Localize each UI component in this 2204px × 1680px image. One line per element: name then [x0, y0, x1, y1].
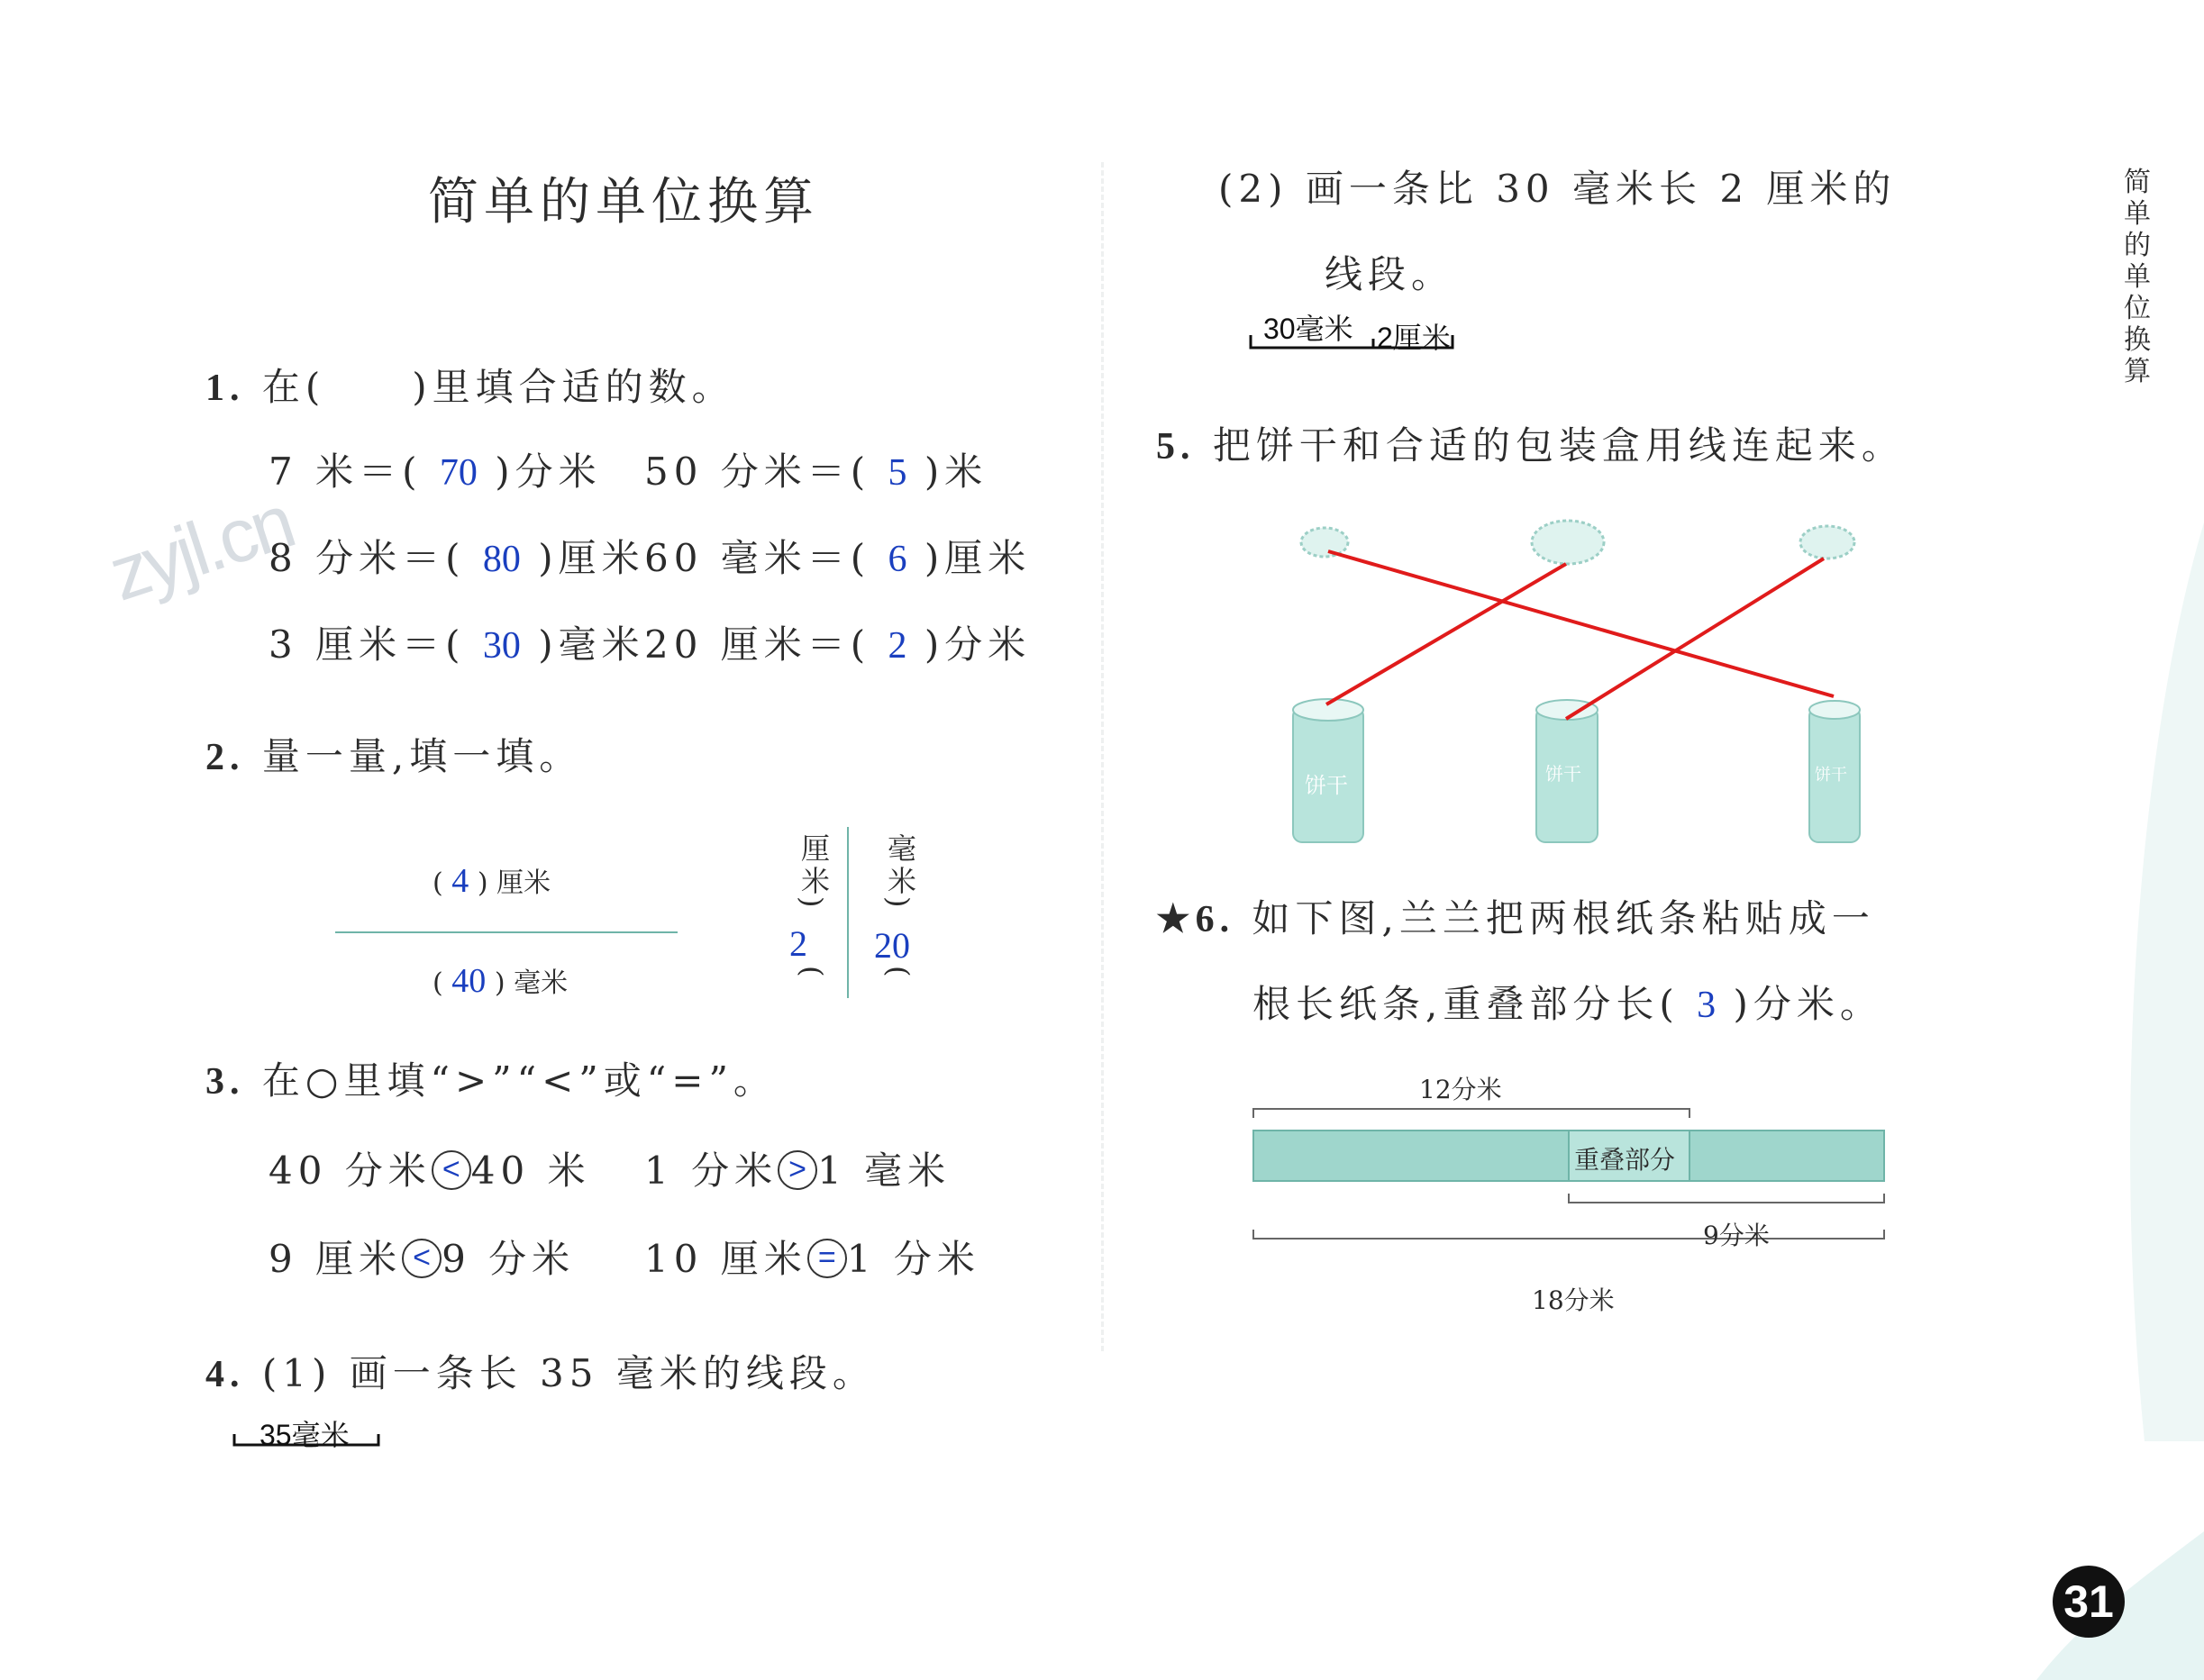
small-biscuit-icon — [1301, 528, 1348, 557]
q3-i1-sign[interactable]: < — [432, 1150, 471, 1190]
q5-number: 5. — [1156, 426, 1196, 468]
q6-number: ★6. — [1156, 899, 1235, 940]
q4-part1-segment — [232, 1430, 386, 1448]
q2-vertical-paren-open-mm: ( — [881, 966, 915, 981]
q2-bottom-paren-open: ( — [433, 967, 443, 999]
q2-number: 2. — [205, 737, 245, 778]
q1-r3-right-answer[interactable]: 2 — [888, 625, 907, 667]
q1-r2-left-answer[interactable]: 80 — [482, 539, 521, 580]
narrow-can-icon — [1809, 701, 1860, 842]
q2-vertical-answer-mm[interactable]: 20 — [874, 925, 910, 966]
q4-part2-label-a: 30毫米 — [1263, 313, 1353, 345]
q1-row-3 — [269, 618, 645, 673]
medium-can-label: 饼干 — [1545, 763, 1581, 785]
q1-prompt-text: 在( )里填合适的数。 — [261, 365, 735, 409]
q3-i2-right: 1 毫米 — [817, 1149, 952, 1193]
watermark-logo: zyjl.cn — [99, 478, 302, 617]
q3-prompt — [205, 1054, 777, 1109]
q1-row-1 — [269, 445, 602, 500]
q2-prompt — [205, 730, 582, 785]
q6-line1-text: 如下图,兰兰把两根纸条粘贴成一 — [1252, 896, 1875, 940]
wide-can-icon — [1293, 699, 1363, 842]
q4-part2-line2: 线段。 — [1325, 252, 1455, 296]
q1-r1-right-unit: )米 — [924, 450, 988, 494]
q2-vertical-segment — [847, 827, 849, 998]
q1-row-1-right — [644, 445, 988, 500]
connect-line-medium — [1566, 558, 1824, 719]
q4-part1-segment-label: 35毫米 — [260, 1419, 350, 1451]
q2-vertical-paren-cm: ) — [795, 896, 829, 912]
q2-vertical-paren-mm: ) — [881, 896, 915, 912]
q3-i3-right: 9 分米 — [442, 1237, 576, 1281]
q2-prompt-text: 量一量,填一填。 — [261, 734, 583, 778]
q2-top-unit: 厘米 — [496, 867, 551, 899]
q1-r2-left-unit: )厘米 — [538, 536, 645, 580]
q6-label-total: 18分米 — [1532, 1285, 1615, 1315]
q2-horizontal-segment — [335, 931, 678, 933]
q1-r3-right-unit: )分米 — [924, 622, 1032, 667]
q4-number: 4. — [205, 1354, 245, 1395]
q2-vertical-unit-cm: 厘米 — [797, 833, 831, 898]
large-biscuit-icon — [1532, 521, 1604, 564]
q4-part2-segment — [1247, 331, 1463, 353]
q2-vertical-paren-open-cm: ( — [795, 966, 829, 981]
q3-prompt-text: 在○里填“>”“<”或“=”。 — [261, 1058, 777, 1103]
q1-r1-left-unit: )分米 — [495, 450, 602, 494]
medium-can-icon — [1536, 700, 1598, 842]
q3-i1-left: 40 分米 — [269, 1149, 432, 1193]
q6-line2-text: 根长纸条,重叠部分长( — [1252, 982, 1680, 1026]
q3-number: 3. — [205, 1061, 245, 1103]
q2-bottom-measure — [433, 960, 568, 1001]
q1-r3-left-text: 3 厘米＝( — [269, 622, 466, 667]
q1-r1-left-text: 7 米＝( — [269, 450, 423, 494]
q1-r3-left-answer[interactable]: 30 — [482, 625, 521, 667]
q4-part2-label-b: 2厘米 — [1377, 322, 1451, 354]
q4-part2-line1: (2) 画一条比 30 毫米长 2 厘米的 — [1218, 167, 1897, 211]
q5-matching-figure — [1252, 504, 1883, 865]
q4-part1 — [205, 1347, 876, 1402]
q6-strip-figure — [1248, 1103, 1897, 1257]
q2-top-answer[interactable]: 4 — [451, 862, 469, 900]
q6-label-right: 9分米 — [1703, 1221, 1770, 1250]
q1-r1-left-answer[interactable]: 70 — [439, 452, 478, 494]
q6-line2-unit: )分米。 — [1733, 982, 1883, 1026]
q1-r2-right-text: 60 毫米＝( — [644, 536, 871, 580]
q2-top-measure — [433, 860, 551, 901]
q3-i1-right: 40 米 — [470, 1149, 591, 1193]
q5-prompt-text: 把饼干和合适的包装盒用线连起来。 — [1212, 423, 1905, 468]
q4-part1-text: (1) 画一条长 35 毫米的线段。 — [261, 1351, 876, 1395]
q2-bottom-paren-close: ) — [494, 967, 505, 999]
q1-prompt — [205, 360, 735, 415]
q6-label-overlap: 重叠部分 — [1574, 1145, 1676, 1175]
q3-i4-right: 1 分米 — [846, 1237, 980, 1281]
page-number-badge: 31 — [2053, 1566, 2125, 1638]
q3-item-3 — [269, 1232, 575, 1286]
q1-r1-right-text: 50 分米＝( — [644, 450, 871, 494]
q3-item-4 — [644, 1232, 980, 1286]
q3-item-1 — [269, 1144, 591, 1198]
q5-prompt — [1156, 419, 1905, 474]
q3-i2-left: 1 分米 — [644, 1149, 779, 1193]
q1-r2-left-text: 8 分米＝( — [269, 536, 466, 580]
medium-biscuit-icon — [1800, 526, 1854, 558]
q2-bottom-unit: 毫米 — [514, 967, 569, 999]
q2-vertical-unit-mm: 毫米 — [883, 833, 917, 898]
q3-i4-sign[interactable]: = — [807, 1239, 847, 1278]
q1-number: 1. — [205, 368, 245, 409]
q1-row-2 — [269, 531, 645, 586]
page-title: 简单的单位换算 — [428, 173, 819, 232]
q6-line1 — [1156, 892, 1875, 947]
q1-r1-right-answer[interactable]: 5 — [888, 452, 907, 494]
q3-i3-sign[interactable]: < — [402, 1239, 442, 1278]
q6-label-top: 12分米 — [1419, 1075, 1502, 1104]
q2-top-paren-close: ) — [477, 867, 488, 899]
narrow-can-label: 饼干 — [1815, 766, 1847, 785]
q6-line2 — [1252, 977, 1883, 1032]
corner-decoration — [1874, 450, 2204, 1680]
q6-answer[interactable]: 3 — [1697, 985, 1717, 1026]
q1-r3-left-unit: )毫米 — [538, 622, 645, 667]
q1-row-3-right — [644, 618, 1031, 673]
q3-i2-sign[interactable]: > — [778, 1150, 817, 1190]
connect-line-small — [1328, 551, 1834, 696]
q1-r2-right-answer[interactable]: 6 — [888, 539, 907, 580]
q1-row-2-right — [644, 531, 1031, 586]
q1-r3-right-text: 20 厘米＝( — [644, 622, 871, 667]
center-divider — [1101, 162, 1107, 1351]
q2-vertical-answer-cm[interactable]: 2 — [789, 923, 807, 964]
q3-i4-left: 10 厘米 — [644, 1237, 807, 1281]
q3-item-2 — [644, 1144, 951, 1198]
q1-r2-right-unit: )厘米 — [924, 536, 1032, 580]
q3-i3-left: 9 厘米 — [269, 1237, 403, 1281]
q2-top-paren-open: ( — [433, 867, 443, 899]
side-chapter-title: 简单的单位换算 — [2124, 167, 2151, 387]
wide-can-label: 饼干 — [1305, 773, 1348, 798]
q2-bottom-answer[interactable]: 40 — [451, 962, 487, 1000]
